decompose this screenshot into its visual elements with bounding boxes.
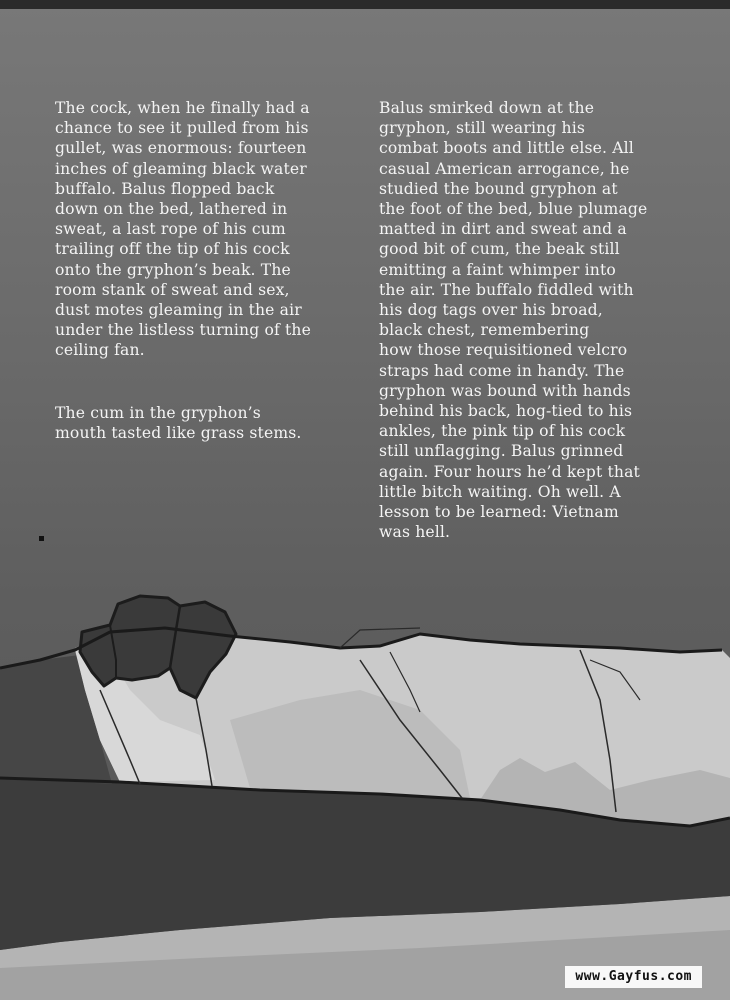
corner-mark [39, 536, 44, 541]
story-paragraph: The cum in the gryphon’s mouth tasted like grass stems. [55, 403, 302, 442]
site-watermark: www.Gayfus.com [565, 966, 702, 988]
story-column-right [379, 98, 689, 542]
story-paragraph: Balus smirked down at the gryphon, still wearing his combat boots and little else. All casual American arrogance, he studied the bound gryphon at the foot of the bed, blue plumage matted in dirt and sweat and a good bit of cum, the beak still emitting a faint whimper into the air. The buffalo fiddled with his dog tags over his broad, black chest, remembering how those requisitioned velcro straps had come in handy. The gryphon was bound with hands behind his back, hog-tied to his ankles, the pink tip of his cock still unflagging. Balus grinned again. Four hours he’d kept that little bitch waiting. Oh well. A lesson to be learned: Vietnam was hell. [379, 99, 648, 542]
story-paragraph: The cock, when he finally had a chance to see it pulled from his gullet, was enormous: fourteen inches of gleaming black water buffalo. Balus flopped back down on the bed, lathered in sweat, a last rope of his cum trailing off the tip of his cock onto the gryphon’s beak. The room stank of sweat and sex, dust motes gleaming in the air under the listless turning of the ceiling fan. [55, 99, 312, 360]
story-column-left [55, 98, 355, 443]
